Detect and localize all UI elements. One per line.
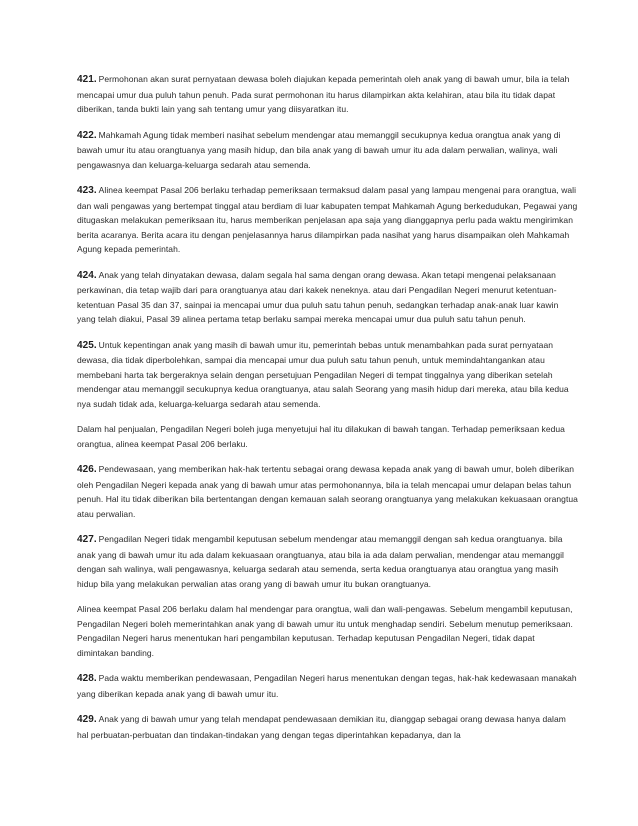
article-text: Permohonan akan surat pernyataan dewasa boleh diajukan kepada pemerintah oleh anak yang di bawah umur, bila ia telah mencapai umur dua puluh tahun penuh. Pada surat permohonan itu harus dilampirkan akta kelahiran, atau bila itu tidak dapat diberikan, tanda bukti lain yang sah tentang umur yang diisyaratkan itu. — [77, 74, 570, 114]
article-number: 423. — [77, 185, 97, 196]
article-number: 422. — [77, 129, 97, 141]
article-paragraph — [77, 128, 578, 173]
article-text: Alinea keempat Pasal 206 berlaku terhadap pemeriksaan termaksud dalam pasal yang lampau mengenai para orangtua, wali dan wali pengawas yang bertempat tinggal atau berdiam di luar kabupaten tempat Mahkamah Agung berkedudukan, Pegawai yang ditugaskan melakukan pemeriksaan itu, harus memberikan penjelasan apa saja yang dianggapnya perlu pada waktu mengirimkan berita acaranya. Berita acara itu dengan penjelasannya harus dilampirkan pada nasihat yang harus disampaikan oleh Mahkamah Agung kepada pemerintah. — [77, 185, 578, 254]
article-number: 421. — [77, 74, 97, 85]
article-text: Anak yang di bawah umur yang telah mendapat pendewasaan demikian itu, dianggap sebagai orang dewasa hanya dalam hal perbuatan-perbuatan dan tindakan-tindakan yang dengan tegas diperintahkan kepadanya, dan la — [77, 714, 566, 740]
article-paragraph — [77, 532, 578, 591]
article-text: Alinea keempat Pasal 206 berlaku dalam hal mendengar para orangtua, wali dan wali-pengawas. Sebelum mengambil keputusan, Pengadilan Negeri boleh memerintahkan anak yang di bawah umur itu untuk menghadap sendiri. Sebelum menutup pemeriksaan. Pengadilan Negeri harus menentukan hari pengambilan keputusan. Terhadap keputusan Pengadilan Negeri, tidak dapat dimintakan banding. — [77, 604, 573, 658]
article-number: 424. — [77, 269, 97, 281]
article-paragraph — [77, 712, 578, 742]
article-paragraph — [77, 268, 578, 327]
article-paragraph — [77, 602, 578, 660]
article-text: Dalam hal penjualan, Pengadilan Negeri boleh juga menyetujui hal itu dilakukan di bawah tangan. Terhadap pemeriksaan kedua orangtua, alinea keempat Pasal 206 berlaku. — [77, 424, 565, 449]
article-paragraph — [77, 422, 578, 451]
article-paragraph — [77, 72, 578, 117]
article-text: Mahkamah Agung tidak memberi nasihat sebelum mendengar atau memanggil secukupnya kedua orangtua anak yang di bawah umur itu atau orangtuanya yang masih hidup, dan bila anak yang di bawah umur itu ada dalam perwalian, walinya, wali pengawasnya dan keluarga-keluarga sedarah atau semenda. — [77, 129, 561, 170]
article-number: 427. — [77, 534, 97, 545]
article-paragraph — [77, 462, 578, 521]
article-text: Untuk kepentingan anak yang masih di bawah umur itu, pemerintah bebas untuk menambahkan pada surat pernyataan dewasa, dia tidak diperbolehkan, sampai dia mencapai umur dua puluh satu tahun penuh, untuk memindahtangankan atau membebani harta tak bergeraknya selain dengan persetujuan Pengadilan Negeri di tempat tinggalnya yang diberikan setelah mendengar atau memanggil secukupnya kedua orangtuanya, atau salah Seorang yang masih hidup dari mereka, atau bila kedua nya sudah tidak ada, keluarga-keluarga sedarah atau semenda. — [77, 339, 569, 409]
article-paragraph — [77, 671, 578, 701]
article-number: 426. — [77, 464, 97, 475]
article-paragraph — [77, 183, 578, 257]
article-text: Pendewasaan, yang memberikan hak-hak tertentu sebagai orang dewasa kepada anak yang di bawah umur, boleh diberikan oleh Pengadilan Negeri kepada anak yang di bawah umur atas permohonannya, bila ia telah mencapai umur delapan belas tahun penuh. Hal itu tidak diberikan bila bertentangan dengan kemauan salah seorang orangtuanya yang melakukan kekuasaan orangtua atau perwalian. — [77, 464, 578, 519]
article-number: 428. — [77, 673, 97, 684]
article-text: Pengadilan Negeri tidak mengambil keputusan sebelum mendengar atau memanggil dengan sah kedua orangtuanya. bila anak yang di bawah umur itu ada dalam kekuasaan orangtuanya, atau bila ia ada dalam perwalian, mendengar atau memanggil dengan sah walinya, wali pengawasnya, keluarga sedarah atau semenda, serta kedua orangtuanya atau orangtua yang masih hidup bila yang melakukan perwalian atas orang yang di bawah umur itu bukan orangtuanya. — [77, 534, 564, 589]
article-text: Pada waktu memberikan pendewasaan, Pengadilan Negeri harus menentukan dengan tegas, hak-hak kedewasaan manakah yang diberikan kepada anak yang di bawah umur itu. — [77, 673, 577, 699]
article-text: Anak yang telah dinyatakan dewasa, dalam segala hal sama dengan orang dewasa. Akan tetapi mengenai pelaksanaan perkawinan, dia tetap wajib dari para orangtuanya atau dari kakek neneknya. atau dari Pengadilan Negeri menurut ketentuan-ketentuan Pasal 35 dan 37, sainpai ia mencapai umur dua puluh satu tahun penuh, sedangkan terhadap anak-anak luar kawin yang telah diakui, Pasal 39 alinea pertama tetap berlaku sampai mereka mencapai umur dua puluh satu tahun penuh. — [77, 269, 559, 324]
article-paragraph — [77, 338, 578, 412]
article-number: 425. — [77, 339, 97, 351]
article-number: 429. — [77, 714, 97, 725]
